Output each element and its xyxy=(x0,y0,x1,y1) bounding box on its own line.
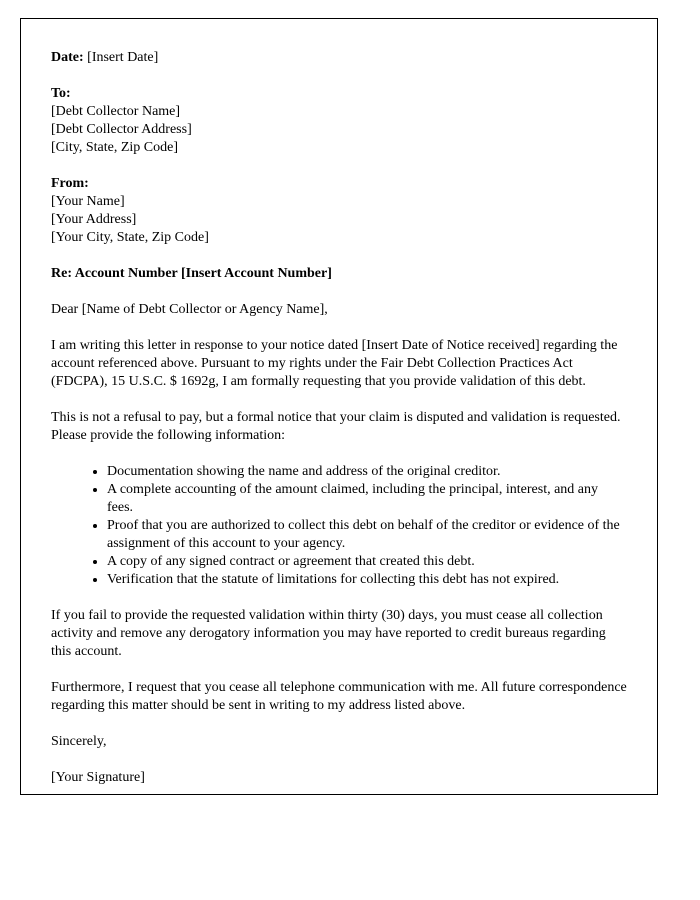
paragraph-intro: I am writing this letter in response to your notice dated [Insert Date of Notice received] regarding the account referenced above. Pursuant to my rights under the Fair Debt Collection Practices Act (FDCPA), 15 U.S.C. $ 1692g, I am formally requesting that you provide validation of this debt. xyxy=(51,338,618,389)
paragraph-communication-request: Furthermore, I request that you cease all telephone communication with me. All future correspondence regarding this matter should be sent in writing to my address listed above. xyxy=(51,680,627,713)
date-line xyxy=(51,49,627,67)
salutation: Dear [Name of Debt Collector or Agency Name], xyxy=(51,302,328,317)
list-item: • Documentation showing the name and address of the original creditor. xyxy=(107,463,627,481)
recipient-city-state-zip: [City, State, Zip Code] xyxy=(51,140,179,155)
sender-city-state-zip: [Your City, State, Zip Code] xyxy=(51,230,209,245)
list-item: • A copy of any signed contract or agreement that created this debt. xyxy=(107,553,627,571)
date-label: Date: xyxy=(51,50,84,65)
list-item: • A complete accounting of the amount claimed, including the principal, interest, and any fees. xyxy=(107,481,627,517)
date-value: [Insert Date] xyxy=(87,50,159,65)
sender-address: [Your Address] xyxy=(51,212,137,227)
subject-line: Re: Account Number [Insert Account Number] xyxy=(51,266,332,281)
from-label: From: xyxy=(51,176,89,191)
paragraph-dispute-notice: This is not a refusal to pay, but a formal notice that your claim is disputed and validation is requested. Please provide the following information: xyxy=(51,410,621,443)
recipient-block xyxy=(51,85,627,157)
recipient-address: [Debt Collector Address] xyxy=(51,122,192,137)
list-item: • Verification that the statute of limitations for collecting this debt has not expired. xyxy=(107,571,627,589)
letter-page xyxy=(20,18,658,795)
to-label: To: xyxy=(51,86,71,101)
sender-block xyxy=(51,175,627,247)
sender-name: [Your Name] xyxy=(51,194,125,209)
paragraph-validation-deadline: If you fail to provide the requested validation within thirty (30) days, you must cease all collection activity and remove any derogatory information you may have reported to credit bureaus regarding this account. xyxy=(51,608,606,659)
letter-content xyxy=(21,19,657,787)
signature-placeholder: [Your Signature] xyxy=(51,770,145,785)
closing: Sincerely, xyxy=(51,734,107,749)
list-item: • Proof that you are authorized to collect this debt on behalf of the creditor or evidence of the assignment of this account to your agency. xyxy=(107,517,627,553)
recipient-name: [Debt Collector Name] xyxy=(51,104,181,119)
requested-items-list xyxy=(51,463,627,589)
